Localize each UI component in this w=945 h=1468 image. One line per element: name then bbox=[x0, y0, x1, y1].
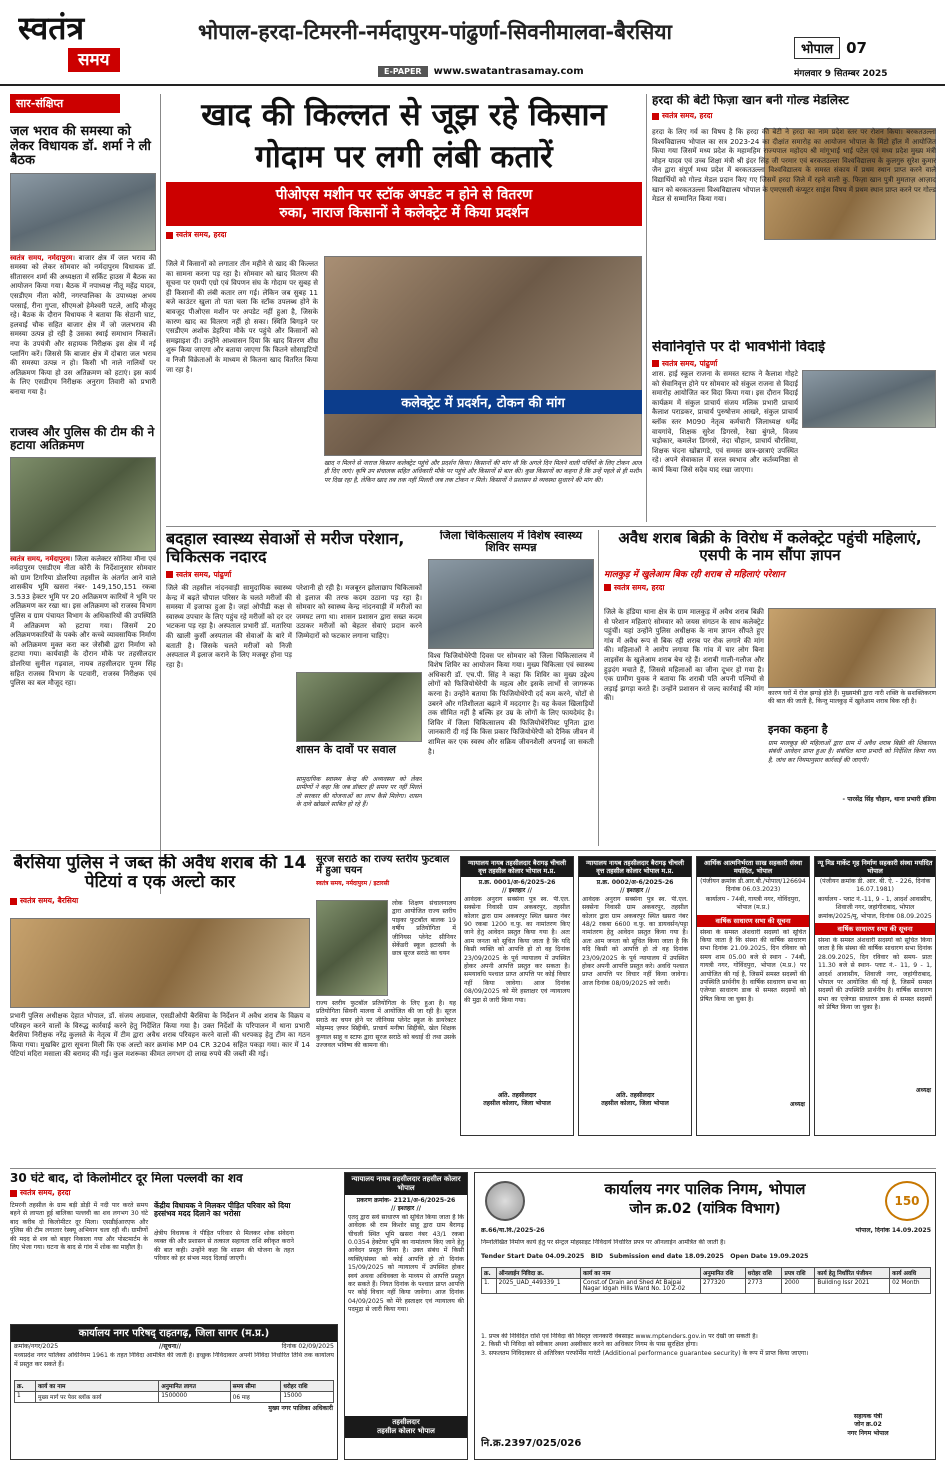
sidebar bbox=[10, 94, 156, 896]
liquor-photo-caption: कारण घरों में रोज झगड़े होते हैं। मुख्यमंत्री द्वारा नारी शक्ति के सशक्तिकरण की बात की जाती है, किन्तु मालकुड़ में खुलेआम शराब बिक रही है। bbox=[768, 690, 936, 706]
ad2-case: प्र.क्र. 0002/अ-6/2025-26 bbox=[596, 879, 674, 886]
ad7-note: 3. सफलतम निविदाकार से अतिरिक्त परफॉर्मेंस गारंटी (Additional performance guarantee security) के रूप में प्राप्त किया जाएगा। bbox=[481, 1349, 809, 1357]
liquor-quote-head: इनका कहना है bbox=[768, 723, 828, 736]
table-header: कार्य अवधि bbox=[890, 1268, 931, 1279]
liquor-dateline: स्वतंत्र समय, हरदा bbox=[614, 582, 665, 592]
emblem-icon bbox=[485, 1181, 525, 1221]
ad7-badge bbox=[885, 1181, 929, 1221]
farewell-headline: सेवानिवृत्ति पर दी भावभीनी विदाई bbox=[652, 340, 826, 355]
football-headline: सूरज सराठे का राज्य स्तरीय फुटबाल में हुआ चयन bbox=[316, 854, 450, 877]
table-header: कार्य का नाम bbox=[580, 1268, 700, 1279]
liquor-headline: अवैध शराब बिक्री के विरोध में कलेक्ट्रेट पहुंची महिलाएं, एसपी के नाम सौंपा ज्ञापन bbox=[618, 530, 922, 564]
health-story bbox=[166, 530, 422, 846]
site-link[interactable]: www.swatantrasamay.com bbox=[433, 65, 584, 77]
hunt-body2-head: केंद्रीय विधायक ने मिलकर पीड़ित परिवार को दिया हरसंभव मदद दिलाने का भरोसा bbox=[154, 1201, 291, 1219]
farewell-body: शास. हाई स्कूल राजना के समस्त स्टाफ ने कैलाश गोहटे को सेवानिवृत्त होने पर सोमवार को संकुल राजना से विदाई समारोह आयोजित कर विदा किया गया। इस दौरान विदाई कार्यक्रम में संकुल प्राचार्य संजय मलिक प्रभारी प्राचार्य कैलाश पराडकर, प्राचार्य पुरुषोत्तम आखरे, संकुल प्राचार्य ब्लॉक स्तर M090 नेतृत्व कर्मचारी जिलाध्यक्ष धर्मेंद्र वायगांवे, शिक्षक सुरेश डिगरसे, रेखा बुंगले, विजय चड़ोकार, कमलेश डिगरसे, नंदा चौहान, प्राचार्य चौरसिया, शिक्षक चंदना खोब्रागडे, एवं समस्त छात्र-छात्राएं उपस्थित रहे। अपने सेवाकाल में सरल स्वभाव और कर्तव्यनिष्ठा से कार्य किया जिसे सदैव याद रखा जाएगा। bbox=[652, 370, 798, 474]
hunt-story bbox=[10, 1172, 294, 1320]
ad5-label: // इश्तहार // bbox=[391, 1205, 421, 1213]
health-body-b: परेशानी हो रही है। मजबूरन झोलाछाप चिकित्सकों से इलाज की तरफ कदम उठाना पड़ रहा है। सोमवार को स्वास्थ्य केन्द्र नांदनवाड़ी में मरीजों का जमघट लगा था। शासन प्रशासन द्वारा सख्त कदम उठाकर मरीजों को बेहतर सेवाएं प्रदान करने जिम्मेदारों को फटकार लगाना चाहिए। bbox=[296, 584, 422, 640]
ad6-date: दिनांक 02/09/2025 bbox=[281, 1343, 334, 1350]
ad7-meta bbox=[481, 1227, 931, 1235]
ad3-sign: अध्यक्ष bbox=[789, 1100, 805, 1108]
sidebar-headline-1: जल भराव की समस्या को लेकर विधायक डॉ. शर्मा ने ली बैठक bbox=[10, 124, 151, 169]
lead-headline-2: गोदाम पर लगी लंबी कतारें bbox=[255, 139, 553, 175]
farewell-photo bbox=[802, 370, 936, 428]
football-story bbox=[316, 854, 456, 1164]
lead-sub-2: रुका, नाराज किसानों ने कलेक्ट्रेट में किया प्रदर्शन bbox=[279, 205, 529, 221]
ad3-label: वार्षिक साधारण सभा की सूचना bbox=[697, 915, 809, 927]
table-cell: 15000 bbox=[281, 1392, 334, 1403]
table-cell: 2025_UAD_449339_1 bbox=[496, 1279, 580, 1294]
table-header-row bbox=[482, 1268, 931, 1279]
sidebar-text-1: । बाजार क्षेत्र में जल भराव की समस्या को लेकर सोमवार को नर्मदापुरम विधायक डॉ. सीतासरन शर्मा की अध्यक्षता में सर्किट हाउस में बैठक का आयोजन किया गया। बैठक में नपाध्यक्ष नीतू महेंद्र यादव, एसडीएम नीता कोरी, नगरपालिका के उपाध्यक्ष अभय परसाई, रीना गुप्ता, सीएमओ हेमेश्वरी पटले, आदि मौजूद रहे। बैठक के दौरान विधायक ने बताया कि सेठानी घाट, हलवाई चौक सहित बाजार क्षेत्र में जो जलभराव की समस्या उत्पन्न हो रही है उसका स्थाई समाधान निकालें। नपा के उपयंत्री और सहायक निरीक्षक इस क्षेत्र में नई प्लानिंग करें। जिससे कि बाजार क्षेत्र में दोबारा जल भराव की समस्या उत्पन्न न हो। किसी भी नाले नालियों पर अतिक्रमण किया हो उस अतिक्रमण को हटाएं। इस कार्य के लिए एसडीएम निरीक्षक अनुराग तिवारी को प्रभारी बनाया गया है। bbox=[10, 253, 156, 396]
sidebar-section-tag bbox=[10, 94, 120, 113]
sidebar-dateline-1: स्वतंत्र समय, नर्मदापुरम bbox=[10, 253, 73, 262]
sidebar-section-label: सार-संक्षिप्त bbox=[16, 97, 64, 110]
ad2-title: न्यायालय नायब तहसीलदार बैरागढ़ चीचली वृत्त तहसील कोलार भोपाल म.प्र. bbox=[579, 857, 691, 877]
bullet-icon bbox=[166, 571, 173, 578]
ad7-table bbox=[481, 1267, 931, 1294]
table-cell: 1. bbox=[482, 1279, 497, 1294]
football-body: राज्य स्तरीय फुटबॉल प्रतियोगिता के लिए हुआ है। यह प्रतियोगिता सिवनी मालवा में आयोजित की जा रही है। सूरज सराठे का चयन होने पर जीनियस प्लेनेट स्कूल के डायरेक्टर मोहम्मद ज़फर सिद्दीकी, प्राचार्य मनीषा सिद्दीकी, खेल शिक्षक कुणाल साहू व स्टाफ द्वारा सूरज सराठे को बधाई दी तथा उसके उज्जवल भविष्य की कामना की। bbox=[316, 1000, 456, 1050]
table-cell: 1 bbox=[15, 1392, 36, 1403]
ad-society-1 bbox=[696, 856, 810, 1136]
camp-story bbox=[428, 530, 594, 846]
table-header: क्र. bbox=[15, 1381, 36, 1392]
ad1-sign-1: अति. तहसीलदार bbox=[497, 1091, 537, 1099]
epaper-bar bbox=[378, 64, 778, 78]
ad6-no: क्रमांक/नगर/2025 bbox=[14, 1343, 59, 1350]
table-header: अनुमानित रशि bbox=[700, 1268, 745, 1279]
football-photo bbox=[316, 900, 388, 996]
ad5-body: एतद् द्वारा सर्व साधारण को सूचित किया जाता है कि आवेदक श्री राम किशोर साहू द्वारा ग्राम बैरागढ़ चीचली स्थित भूमि खसरा नंबर 43/1 रकबा 0.0354 हेक्टेयर भूमि का नामांतरण किए जाने हेतु आवेदन प्रस्तुत किया है। उक्त संबंध में किसी व्यक्ति/संस्था को कोई आपत्ति हो तो दिनांक 15/09/2025 को न्यायालय में उपस्थित होकर स्वयं अथवा अधिवक्ता के माध्यम से आपत्ति प्रस्तुत कर सकते हैं। नियत दिनांक के पश्चात प्राप्त आपत्ति पर कोई विचार नहीं किया जावेगा। आज दिनांक 04/09/2025 को मेरे हस्ताक्षर एवं न्यायालय की पदमुद्रा से जारी किया गया। bbox=[348, 1213, 464, 1314]
liquor-subhead: मालकुड़ में खुलेआम बिक रही शराब से महिलाएं परेशान bbox=[604, 569, 785, 580]
football-dateline: स्वतंत्र समय, नर्मदापुरम / इटारसी bbox=[316, 880, 390, 888]
logo-top: स्वतंत्र bbox=[18, 10, 85, 47]
table-cell: 2773 bbox=[745, 1279, 782, 1294]
ad7-notes bbox=[481, 1333, 931, 1358]
edition-box bbox=[794, 36, 924, 60]
lead-sub-1: पीओएस मशीन पर स्टॉक अपडेट न होने से वितरण bbox=[275, 187, 533, 203]
table-header: कार्य का नाम bbox=[35, 1381, 158, 1392]
farewell-byline bbox=[652, 359, 936, 369]
divider bbox=[10, 850, 936, 851]
ad7-title-1: कार्यालय नगर पालिक निगम, भोपाल bbox=[604, 1180, 806, 1198]
table-header: समय सीमा bbox=[230, 1381, 281, 1392]
table-header: क्र. bbox=[482, 1268, 497, 1279]
sidebar-photo-2 bbox=[10, 457, 156, 552]
health-dateline: स्वतंत्र समय, पांढुर्णा bbox=[176, 569, 232, 579]
lead-body: जिले में किसानों को लगातार तीन महीने से खाद की किल्लत का सामना करना पड़ रहा है। सोमवार को खाद वितरण की सूचना पर एमपी एग्रो एवं विपणन संघ के गोदाम पर सुबह से ही किसानों की लंबी कतार लग गई। लेकिन जब सुबह 11 बजे काउंटर खुला तो पता चला कि स्टॉक उपलब्ध होने के बावजूद पीओएस मशीन पर अपडेट नहीं हुआ है, जिसके कारण खाद का वितरण नहीं हो सका। स्थिति बिगड़ने पर एसडीएम अशोक डेहरिया मौके पर पहुंचे और किसानों को समझाइश दी। उन्होंने आश्वासन दिया कि खाद वितरण शीघ्र शुरू किया जाएगा और बताया जाएगा कि कितने सोसाइटियों व निजी विक्रेताओं के माध्यम से कितना खाद वितरित किया जा रहा है। bbox=[166, 260, 318, 374]
table-header-row bbox=[15, 1381, 334, 1392]
page-number: 07 bbox=[846, 39, 867, 57]
epaper-label: E-PAPER bbox=[378, 66, 428, 77]
berasia-photo bbox=[10, 918, 310, 1008]
logo[interactable] bbox=[18, 10, 168, 80]
bullet-icon bbox=[10, 898, 17, 905]
edition-name: भोपाल bbox=[794, 37, 840, 59]
ad5-title: न्यायालय नायब तहसीलदार तहसील कोलार भोपाल bbox=[345, 1173, 467, 1195]
table-cell: Building Issr 2021 bbox=[815, 1279, 890, 1294]
football-lead: लोक शिक्षण संचालनालय द्वारा आयोजित राज्य स्तरीय पाइका फुटबॉल बालक 19 वर्षीय प्रतियोगिता में जीनियस प्लेनेट सीनियर सेकेंडरी स्कूल इटारसी के छात्र सूरज सराठे का चयन bbox=[392, 900, 456, 958]
sidebar-body-1 bbox=[10, 254, 156, 414]
ad7-sign-1: सहायक यंत्री bbox=[853, 1413, 883, 1420]
ad7-tender: Tender Start Date 04.09.2025 BID Submission end date 18.09.2025 Open Date 19.09.2025 bbox=[481, 1253, 809, 1260]
ad6-title: कार्यालय नगर परिषद् राहतगढ़, जिला सागर (म.प्र.) bbox=[11, 1325, 337, 1342]
ad6-sign: मुख्य नगर पालिका अधिकारी bbox=[268, 1405, 333, 1413]
berasia-story bbox=[10, 854, 310, 1164]
ad2-body: आवेदक अनुराग सक्सेना पुत्र स्व. पी.एल. सक्सेना निवासी ग्राम अकबरपुर, तहसील कोलार द्वारा ग्राम अकबरपुर स्थित खसरा नंबर 48/2 रकबा 6600 व.फु. का डायवर्सन/पट्टा नामांतरण हेतु आवेदन प्रस्तुत किया गया है। अतः आम जनता को सूचित किया जाता है कि यदि किसी को आपत्ति हो तो वह दिनांक 23/09/2025 के पूर्व न्यायालय में उपस्थित होकर अपनी आपत्ति प्रस्तुत करे। अवधि पश्चात प्राप्त आपत्ति पर विचार नहीं किया जावेगा। आज दिनांक 08/09/2025 को जारी। bbox=[582, 895, 688, 987]
health-caption: सामुदायिक स्वास्थ्य केन्द्र की अव्यवस्था को लेकर ग्रामीणों ने कहा कि जब डॉक्टर ही समय पर नहीं मिलते तो सरकार की योजनाओं का लाभ कैसे मिलेगा। शासन के दावे खोखले साबित हो रहे हैं। bbox=[296, 776, 422, 809]
ad-tahsil-2 bbox=[578, 856, 692, 1136]
sidebar-text-2: । जिला कलेक्टर सोनिया मीना एवं नर्मदापुरम एसडीएम नीता कोरी के निर्देशानुसार सोमवार को ग्राम टिगरिया डोलरिया तहसील के अंतर्गत आने वाले शासकीय भूमि खसरा नंबर- 149,150,151 रकबा 3.533 हेक्टर भूमि पर 20 अतिक्रमण कारियों ने भूमि पर अतिक्रमण कर रखा था। इस अतिक्रमण को राजस्व विभाग पुलिस व ग्राम पंचायत विभाग के अधिकारियों की उपस्थिति में अतिक्रमण को हटाया गया। जिसमें 20 अतिक्रमणकारियों के पक्के और कच्चे व्यावसायिक निर्माण को अतिक्रमण मुक्त करा कर जेसीबी द्वारा निर्माण को हटाया गया। कार्यवाही के दौरान मौके पर तहसीलदार डोलरिया सुनील गढ़वाल, नायब तहसीलदार पूनम सिंह सहित राजस्व विभाग के पटवारी, राजस्व निरीक्षक एवं पुलिस का बल मौजूद रहा। bbox=[10, 554, 156, 688]
ad7-note: 1. प्रपत्र की निविदित राशि एवं निविदा की विस्तृत जानकारी वेबसाइट www.mptenders.gov.in पर देखी जा सकती है। bbox=[481, 1333, 758, 1340]
gold-medal-dateline: स्वतंत्र समय, हरदा bbox=[662, 111, 713, 121]
ad3-body: संस्था के समस्त अंशधारी सदस्यों को सूचित किया जाता है कि संस्था की वार्षिक साधारण सभा दिनांक 21.09.2025, दिन रविवार को समय शाम 05.00 बजे से स्थान - 74बी, गायत्री नगर, गोविंदपुरा, भोपाल (म.प्र.) पर आयोजित की गई है, जिसमें समस्त सदस्यों की उपस्थिति प्रार्थनीय है। वार्षिक साधारण सभा का एजेण्डा साधारण डाक से समस्त सदस्यों को प्रेषित किया जा चुका है। bbox=[700, 928, 806, 1003]
berasia-headline: बैरसिया पुलिस ने जब्त की अवैध शराब की 14 पेटियां व एक अल्टो कार bbox=[13, 854, 307, 893]
table-header: कार्य हेतु निर्धारित पंजीयन bbox=[815, 1268, 890, 1279]
ad-rahatgarh bbox=[10, 1324, 338, 1460]
health-subhead: शासन के दावों पर सवाल bbox=[296, 743, 396, 756]
liquor-photo bbox=[768, 608, 936, 688]
bullet-icon bbox=[652, 360, 659, 367]
camp-body: विश्व फिजियोथेरेपी दिवस पर सोमवार को जिला चिकित्सालय में विशेष शिविर का आयोजन किया गया। मुख्य चिकित्सा एवं स्वास्थ्य अधिकारी डॉ. एच.पी. सिंह ने कहा कि शिविर का मुख्य उद्देश्य लोगों को फिजियोथेरेपी के महत्व और इसके लाभों से जागरूक करना है। उन्होंने बताया कि फिजियोथेरेपी दर्द कम करने, चोटों से उबरने और गतिशीलता बढ़ाने में मददगार है। यह केवल खिलाड़ियों तक सीमित नहीं है बल्कि हर उम्र के लोगों के लिए फायदेमंद है। शिविर में जिला चिकित्सालय की फिजियोथेरेपिस्ट पूनिता द्वारा जानकारी दी गई कि किस प्रकार फिजियोथेरेपी को दैनिक जीवन में शामिल कर एक स्वस्थ और सक्रिय जीवनशैली अपनाई जा सकती है। bbox=[428, 651, 594, 756]
ad4-label: वार्षिक साधारण सभा की सूचना bbox=[815, 923, 935, 935]
ad1-case: प्र.क्र. 0001/अ-6/2025-26 bbox=[478, 879, 556, 886]
gold-medal-story bbox=[652, 94, 936, 334]
health-byline bbox=[166, 570, 422, 580]
ad5-sign-1: तहसीलदार bbox=[392, 1417, 420, 1426]
ad3-reg: (पंजीयन क्रमांक डी.आर.बी./भोपाल/126694 दिनांक 06.03.2023) bbox=[700, 878, 806, 894]
table-header: प्रपत्र राशि bbox=[782, 1268, 815, 1279]
lead-dateline: स्वतंत्र समय, हरदा bbox=[176, 230, 227, 239]
ad4-title: न्यू मिड मार्केट गृह निर्माण सहकारी संस्था मर्यादित भोपाल bbox=[815, 857, 935, 877]
table-cell: मुख्य मार्ग पर पेवर ब्लॉक कार्य bbox=[35, 1392, 158, 1403]
bullet-icon bbox=[652, 113, 659, 120]
football-byline bbox=[316, 879, 456, 887]
table-header: ऑनलाईन निविदा क्र. bbox=[496, 1268, 580, 1279]
ad-tahsil-1 bbox=[460, 856, 574, 1136]
lead-byline bbox=[166, 230, 642, 240]
sidebar-dateline-2: स्वतंत्र समय, नर्मदापुरम bbox=[10, 554, 70, 563]
liquor-story bbox=[604, 530, 936, 846]
ad-nagar-nigam bbox=[474, 1172, 936, 1460]
hunt-byline bbox=[10, 1188, 294, 1198]
table-cell: 277320 bbox=[700, 1279, 745, 1294]
ad7-note: 2. किसी भी निविदा को स्वीकार अथवा अस्वीकार करने का अधिकार निगम के पास सुरक्षित होगा। bbox=[481, 1341, 698, 1349]
ad4-addr: कार्यालय - प्लाट नं.-11, 9 - 1, आदर्श आवासीय, शिवाजी नगर, जहांगीराबाद, भोपाल bbox=[817, 895, 933, 912]
hunt-body: टिमरनी तहसील के ग्राम बड़ी डोड़ी में नदी पार करते समय बहने से लापता हुई बालिका पल्लवी का शव लगभग 30 घंटे बाद करीब दो किलोमीटर दूर मिला। एसडीईआरएफ और पुलिस की टीम लगातार रेस्क्यू अभियान चला रही थी। ग्रामीणों की मदद से शव को बाहर निकाला गया और पोस्टमार्टम के लिए भेजा गया। घटना के बाद से गांव में शोक का माहौल है। bbox=[10, 1202, 148, 1252]
divider bbox=[166, 526, 936, 527]
issue-date: मंगलवार 9 सितम्बर 2025 bbox=[794, 69, 888, 79]
ad3-addr: कार्यालय - 74बी, गायत्री नगर, गोविंदपुरा, भोपाल (म.प्र.) bbox=[705, 895, 801, 912]
divider bbox=[598, 530, 599, 846]
ad2-sign-1: अति. तहसीलदार bbox=[615, 1091, 655, 1099]
sidebar-photo-1 bbox=[10, 173, 156, 251]
table-cell: 1500000 bbox=[159, 1392, 230, 1403]
masthead-rule bbox=[0, 84, 945, 86]
hunt-body2: क्षेत्रीय विधायक ने पीड़ित परिवार से मिलकर शोक संवेदना व्यक्त की और प्रशासन से तत्काल सहायता राशि स्वीकृत कराने की बात कही। उन्होंने कहा कि शासन की योजना के तहत परिवार को हर संभव मदद दिलाई जाएगी। bbox=[154, 1230, 294, 1263]
ad7-title-2: जोन क्र.02 (यांत्रिक विभाग) bbox=[629, 1201, 781, 1217]
ad5-sign-2: तहसील कोलार भोपाल bbox=[377, 1426, 435, 1435]
camp-photo bbox=[428, 559, 594, 649]
lead-story bbox=[166, 94, 642, 522]
table-row bbox=[15, 1392, 334, 1403]
sidebar-body-2 bbox=[10, 555, 156, 885]
lead-photo bbox=[324, 256, 642, 456]
ad5-sign-box bbox=[345, 1416, 467, 1438]
ad7-date: भोपाल, दिनांक 14.09.2025 bbox=[855, 1227, 931, 1234]
health-body-a: जिले की तहसील नांदनवाड़ी सामुदायिक स्वास्थ्य केन्द्र में बढ़ते चौपाल परिसर के चलते मरीजों की समस्या में इजाफा हुआ है। जहां ओपीडी कक्ष से स्वास्थ्य उपचार के लिए पहुंच रहे मरीजों को दर दर भटकना पड़ रहा है। अस्पताल प्रभारी डॉ. मतारिया की खाली कुर्सी अस्पताल की सेवाओं के बारे में बताती है। जिसके चलते मरीजों को निजी अस्पताल में इलाज कराने के लिए मजबूर होना पड़ रहा है। bbox=[166, 584, 292, 669]
ad7-ref2: नि.क्र.2397/025/026 bbox=[481, 1438, 582, 1449]
bullet-icon bbox=[166, 232, 173, 239]
ad-kolar bbox=[344, 1172, 468, 1460]
ad7-sign bbox=[805, 1413, 931, 1438]
ad1-title: न्यायालय नायब तहसीलदार बैरागढ़ चीचली वृत्त तहसील कोलार भोपाल म.प्र. bbox=[461, 857, 573, 877]
ad4-date: क्रमांक/2025/मू, भोपाल, दिनांक 08.09.2025 bbox=[818, 912, 932, 920]
berasia-dateline: स्वतंत्र समय, बैरसिया bbox=[20, 896, 79, 906]
lead-subhead bbox=[166, 182, 642, 226]
liquor-quote: ग्राम मालकुड़ की महिलाओं द्वारा ग्राम में अवैध शराब बिक्री की शिकायत संबंधी आवेदन प्राप्त हुआ है। संबंधित थाना प्रभारी को निर्देशित किया गया है, जांच कर नियमानुसार कार्रवाई की जाएगी। bbox=[768, 740, 936, 764]
liquor-body: जिले के हंडिया थाना क्षेत्र के ग्राम मालकुड़ में अवैध शराब बिक्री से परेशान महिलाएं सोमवार को जयस संगठन के साथ कलेक्ट्रेट पहुंचीं। यहां उन्होंने पुलिस अधीक्षक के नाम ज्ञापन सौंपते हुए गांव में अवैध रूप से बिक रही शराब पर रोक लगाने की मांग की। महिलाओं ने आरोप लगाया कि गांव में चार लोग बिना लाइसेंस के खुलेआम शराब बेच रहे हैं। शराबी गाली-गलौज और हुड़दंग मचाते हैं, जिससे महिलाओं का जीना दूभर हो गया है। एक ग्रामीण युवक ने बताया कि शराबी पति अपनी पत्नियों से लड़ाई झगड़ा करते हैं। उन्होंने प्रशासन से जल्द कार्रवाई की मांग की। bbox=[604, 608, 764, 703]
table-header: धरोहर राशि bbox=[281, 1381, 334, 1392]
ad7-sign-3: नगर निगम भोपाल bbox=[847, 1429, 889, 1437]
ad4-reg: (पंजीयन क्रमांक डी. आर. बी. ऐ. - 226, दिनांक 16.07.1981) bbox=[819, 878, 931, 894]
ad3-title: आर्थिक आत्मनिर्भरता साख सहकारी संस्था मर्यादित, भोपाल bbox=[697, 857, 809, 877]
table-cell: 02 Month bbox=[890, 1279, 931, 1294]
ad1-label: // इश्तहार // bbox=[502, 887, 532, 895]
ad2-sign-2: तहसील कोलार, जिला भोपाल bbox=[601, 1100, 669, 1108]
ad6-table bbox=[14, 1380, 334, 1403]
ad6-intro: मध्यप्रदेश नगर पालिका अधिनियम 1961 के तहत निविदा आमंत्रित की जाती है। इच्छुक निविदाकार अपनी निविदा निर्धारित तिथि तक कार्यालय में प्रस्तुत कर सकते हैं। bbox=[14, 1352, 334, 1368]
farewell-story bbox=[652, 340, 936, 522]
lead-caption-text: खाद न मिलने से नाराज किसान कलेक्ट्रेट पहुंचे और प्रदर्शन किया। किसानों की मांग थी कि अगले दिन मिलने वाली पर्चियों के लिए टोकन आज ही दिए जाएं। कृषि उप संचालक सहित अधिकारी मौके पर पहुंचे और किसानों से बात की। कुछ किसानों का कहना है कि उन्हें पहले से ही मशीन पर दिख रहा है, लेकिन खाद तब तक नहीं मिलती जब तक टोकन न मिले। किसानों ने प्रशासन से व्यवस्था सुधारने की मांग की। bbox=[324, 460, 642, 484]
ad6-label: //सूचना// bbox=[158, 1343, 182, 1350]
bullet-icon bbox=[604, 584, 611, 591]
table-row bbox=[482, 1279, 931, 1294]
hunt-dateline: स्वतंत्र समय, हरदा bbox=[20, 1188, 71, 1198]
ad1-body: आवेदक अनुराग सक्सेना पुत्र स्व. पी.एल. सक्सेना निवासी ग्राम अकबरपुर, तहसील कोलार द्वारा ग्राम अकबरपुर स्थित खसरा नंबर 90 रकबा 1200 व.फु. का नामांतरण किए जाने हेतु आवेदन प्रस्तुत किया गया है। अतः आम जनता को सूचित किया जाता है कि यदि किसी व्यक्ति को आपत्ति हो तो वह दिनांक 23/09/2025 के पूर्व न्यायालय में उपस्थित होकर अपनी आपत्ति प्रस्तुत कर सकता है। समयावधि पश्चात प्राप्त आपत्ति पर कोई विचार नहीं किया जावेगा। आज दिनांक 08/09/2025 को मेरे हस्ताक्षर एवं न्यायालय की मुद्रा से जारी किया गया। bbox=[464, 895, 570, 1004]
berasia-body: प्रभारी पुलिस अधीक्षक देहात भोपाल, डॉ. संजय अग्रवाल, एसडीओपी बैरसिया के निर्देशन में अवैध शराब के विक्रय व परिवहन करने वालों के विरुद्ध कार्रवाई करने हेतु निर्देशित किया गया है। उक्त निर्देशों के परिपालन में थाना प्रभारी बैरसिया निरीक्षक नरेंद्र कुलस्ते के नेतृत्व में टीम द्वारा अवैध शराब परिवहन करने वालों की धरपकड़ हेतु टीम का गठन किया गया। मुखबिर द्वारा सूचना मिली कि एक अल्टो कार क्रमांक MP 04 CR 3204 सहित पकड़ा गया। कार में 14 पेटियां मदिरा मसाला की बरामद की गई। कुल मशरूका कीमत लगभग दो लाख रुपये की जब्ती की गई। bbox=[10, 1012, 310, 1059]
masthead-cities: भोपाल-हरदा-टिमरनी-नर्मदापुरम-पांढुर्णा-सिवनीमालवा-बैरसिया bbox=[198, 20, 672, 44]
ad4-body: संस्था के समस्त अंशधारी सदस्यों को सूचित किया जाता है कि संस्था की वार्षिक साधारण सभा दिनांक 28.09.2025, दिन रविवार को समय- प्रातः 11.30 बजे से स्थान- प्लाट नं.- 11, 9 - 1, आदर्श आवासीय, शिवाजी नगर, जहांगीराबाद, भोपाल पर आयोजित की गई है, जिसमें समस्त सदस्यों की उपस्थिति प्रार्थनीय है। वार्षिक साधारण सभा का एजेण्डा साधारण डाक से समस्त सदस्यों को प्रेषित किया जा चुका है। bbox=[818, 937, 932, 1012]
health-photo bbox=[296, 672, 422, 742]
berasia-byline bbox=[10, 896, 310, 906]
ad7-ref: क्र.66/या.वि./2025-26 bbox=[481, 1227, 545, 1234]
ad2-label: // इश्तहार // bbox=[620, 887, 650, 895]
table-cell: 2000 bbox=[782, 1279, 815, 1294]
liquor-quote-by: - पारसेंद्र सिंह चौहान, थाना प्रभारी हंडिया bbox=[842, 796, 936, 803]
divider bbox=[160, 94, 161, 894]
table-cell: 06 माह bbox=[230, 1392, 281, 1403]
lead-caption-banner: कलेक्ट्रेट में प्रदर्शन, टोकन की मांग bbox=[324, 390, 642, 414]
ad-society-2 bbox=[814, 856, 936, 1136]
liquor-byline bbox=[604, 583, 936, 593]
sidebar-headline-2: राजस्व और पुलिस की टीम की ने हटाया अतिक्रमण bbox=[10, 424, 155, 453]
gold-medal-headline: हरदा की बेटी फिज़ा खान बनी गोल्ड मेडलिस्ट bbox=[652, 94, 849, 107]
ad1-sign-2: तहसील कोलार, जिला भोपाल bbox=[483, 1100, 551, 1108]
hunt-headline: 30 घंटे बाद, दो किलोमीटर दूर मिला पल्लवी का शव bbox=[10, 1172, 243, 1185]
ad7-sign-2: जोन क्र.02 bbox=[854, 1421, 882, 1429]
gold-medal-body: हरदा के लिए गर्व का विषय है कि हरदा की बेटी ने हरदा का नाम प्रदेश स्तर पर रोशन किया। बरकतउल्ला विश्वविद्यालय भोपाल का सत्र 2023-24 का दीक्षांत समारोह का आयोजन भोपाल के मिंटो हॉल में आयोजित किया गया जिसमें मध्य प्रदेश के महामहिम राज्यपाल महोदय श्री मांगूभाई भाई पटेल एवं मध्य प्रदेश मुख्य मंत्री मोहन यादव एवं उच्च शिक्षा मंत्री श्री इंदर सिंह जी परमार एवं बरकतउल्ला विश्वविद्यालय के कुलगुरु सुरेश कुमार जैन द्वारा संपूर्ण मध्य प्रदेश में बरकतउल्ला विश्वविद्यालय के समस्त संकाय में प्रथम स्थान प्राप्त करने वाले विद्यार्थियों को गोल्ड मेडल प्रदान किए गए जिसमें हरदा जिले में रहने वाली कु. फिज़ा खान पुत्री मुमताज़ आज़ाद खान को बरकतउल्ला विश्वविद्यालय भोपाल के एमएससी कंप्यूटर साइंस विषय में प्रथम स्थान प्राप्त करने पर गोल्ड मेडल से सम्मानित किया गया। bbox=[652, 128, 936, 204]
ad7-intro: निम्नलिखित निर्माण कार्य हेतु पर सेन्ट्रल मोहसाइट निविदायें निर्धारित प्रपत्र पर ऑनलाईन आमंत्रित की जाती है। bbox=[481, 1239, 726, 1246]
camp-headline: जिला चिकित्सालय में विशेष स्वास्थ्य शिविर सम्पन्न bbox=[439, 530, 583, 555]
divider bbox=[646, 94, 647, 522]
masthead bbox=[0, 0, 945, 86]
lead-headline-1: खाद की किल्लत से जूझ रहे किसान bbox=[201, 97, 607, 133]
health-headline: बदहाल स्वास्थ्य सेवाओं से मरीज परेशान, चिकित्सक नदारद bbox=[166, 530, 405, 566]
table-header: अनुमानित लागत bbox=[159, 1381, 230, 1392]
bullet-icon bbox=[10, 1190, 17, 1197]
ad5-case: प्रकरण क्रमांक- 2121/अ-6/2025-26 bbox=[356, 1197, 456, 1204]
logo-bottom: समय bbox=[68, 48, 120, 72]
ad7-badge-text: 150 bbox=[894, 1194, 920, 1208]
gold-medal-byline bbox=[652, 111, 936, 121]
table-cell: Const.of Drain and Shed At Bajpai Nagar Idgah Hills Ward No. 10 Z-02 bbox=[580, 1279, 700, 1294]
ad4-sign: अध्यक्ष bbox=[915, 1087, 931, 1095]
farewell-dateline: स्वतंत्र समय, पांढुर्णा bbox=[662, 358, 718, 368]
table-header: धरोहर राशि bbox=[745, 1268, 782, 1279]
divider bbox=[10, 1168, 936, 1169]
